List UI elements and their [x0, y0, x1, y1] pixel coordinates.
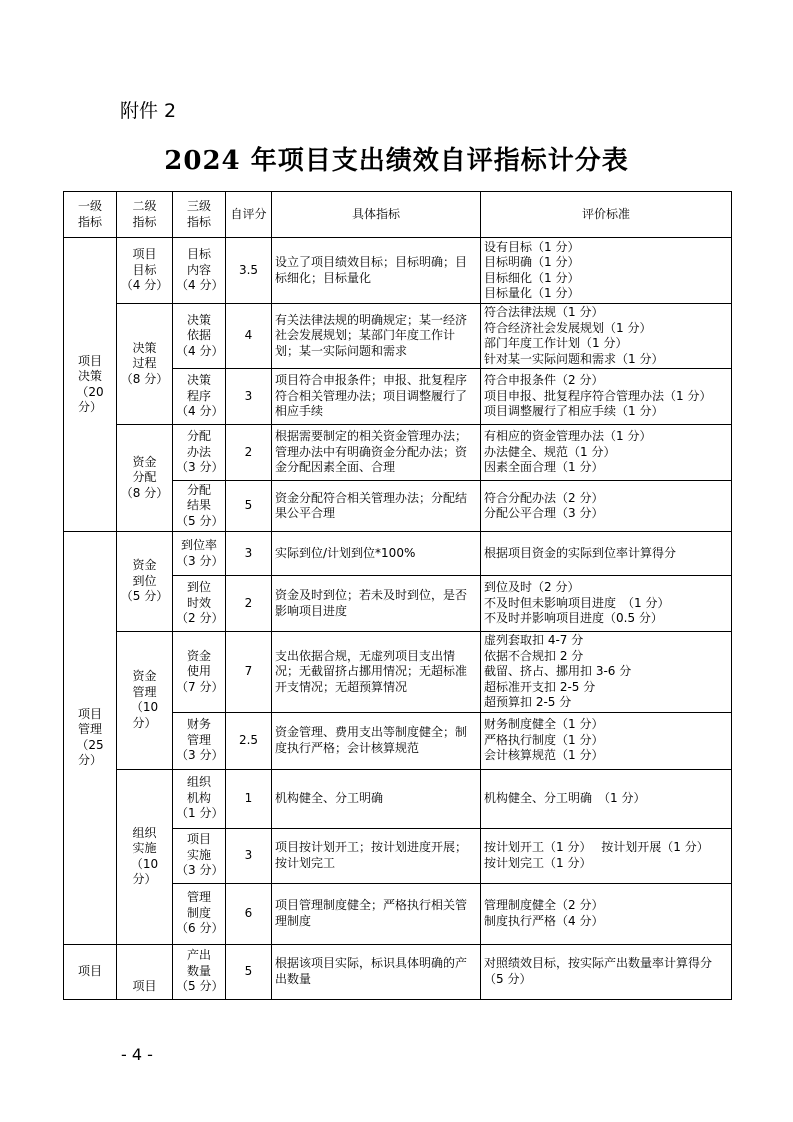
level3-text: 分配 办法 （3 分） [176, 429, 224, 475]
level3-cell [173, 304, 226, 369]
indicator-text: 根据该项目实际，标识具体明确的产出数量 [275, 956, 468, 986]
page-number: - 4 - [121, 1045, 153, 1064]
level3-text: 决策 依据 （4 分） [176, 312, 224, 358]
attachment-label: 附件 2 [120, 100, 177, 122]
criteria-text: 符合法律法规（1 分） 符合经济社会发展规划（1 分） 部门年度工作计划（1 分） 针对某一实际问题和需求（1 分） [484, 305, 664, 366]
indicator-text: 项目管理制度健全；严格执行相关管理制度 [275, 898, 468, 928]
level3-text: 产出 数量 （5 分） [176, 948, 224, 994]
score-cell [226, 632, 272, 713]
score-text: 3 [244, 847, 253, 862]
level3-cell [173, 481, 226, 532]
header-criteria-text: 评价标准 [581, 206, 630, 221]
indicator-cell [272, 532, 481, 576]
level3-text: 到位 时效 （2 分） [176, 580, 224, 626]
criteria-text: 按计划开工（1 分） 按计划开展（1 分） 按计划完工（1 分） [484, 840, 709, 870]
criteria-text: 虚列套取扣 4-7 分 依据不合规扣 2 分 截留、挤占、挪用扣 3-6 分 超标准开支扣 2-5 分 超预算扣 2-5 分 [484, 633, 632, 709]
header-level2-text: 二级 指标 [132, 199, 157, 229]
table-row [64, 944, 732, 999]
header-level1 [64, 192, 117, 238]
level3-cell [173, 576, 226, 632]
level3-cell [173, 944, 226, 999]
document-title: 2024 年项目支出绩效自评指标计分表 [164, 146, 629, 176]
level3-cell [173, 632, 226, 713]
indicator-cell [272, 425, 481, 481]
level3-text: 资金 使用 （7 分） [176, 648, 224, 694]
indicator-text: 资金管理、费用支出等制度健全；制度执行严格；会计核算规范 [275, 725, 468, 755]
criteria-cell [481, 532, 732, 576]
score-text: 2 [244, 595, 253, 610]
criteria-text: 符合申报条件（2 分） 项目申报、批复程序符合管理办法（1 分） 项目调整履行了相应手续（1 分） [484, 373, 712, 419]
level3-cell [173, 369, 226, 425]
header-score-text: 自评分 [230, 206, 267, 221]
indicator-text: 设立了项目绩效目标；目标明确；目标细化；目标量化 [275, 255, 468, 285]
score-text: 2.5 [238, 732, 259, 747]
level3-text: 到位率 （3 分） [176, 538, 224, 568]
score-cell [226, 769, 272, 828]
level2-cell [117, 532, 173, 632]
table-row [64, 304, 732, 369]
score-cell [226, 712, 272, 769]
level1-text: 项目 决策 （20 分） [76, 353, 104, 414]
header-level2 [117, 192, 173, 238]
level2-text: 资金 管理 （10 分） [130, 669, 159, 730]
score-text: 7 [244, 664, 253, 678]
level2-text: 项目 目标 （4 分） [120, 247, 169, 293]
level2-cell [117, 425, 173, 532]
level3-text: 分配 结果 （5 分） [176, 482, 224, 528]
indicator-text: 实际到位/计划到位*100% [275, 545, 416, 560]
score-text: 5 [244, 498, 253, 513]
criteria-cell [481, 883, 732, 944]
indicator-cell [272, 238, 481, 304]
criteria-text: 符合分配办法（2 分） 分配公平合理（3 分） [484, 490, 604, 520]
header-level3-text: 三级 指标 [186, 199, 211, 229]
level1-cell [64, 238, 117, 532]
criteria-cell [481, 481, 732, 532]
indicator-text: 项目按计划开工；按计划进度开展；按计划完工 [275, 840, 468, 870]
criteria-text: 根据项目资金的实际到位率计算得分 [484, 545, 677, 560]
criteria-cell [481, 238, 732, 304]
header-level3 [173, 192, 226, 238]
level3-cell [173, 883, 226, 944]
score-cell [226, 481, 272, 532]
indicator-cell [272, 632, 481, 713]
level2-cell [117, 632, 173, 770]
score-cell [226, 944, 272, 999]
indicator-cell [272, 481, 481, 532]
level3-cell [173, 712, 226, 769]
table-row [64, 425, 732, 481]
criteria-cell [481, 304, 732, 369]
score-cell [226, 828, 272, 883]
level3-cell [173, 532, 226, 576]
score-cell [226, 304, 272, 369]
header-score [226, 192, 272, 238]
indicator-cell [272, 304, 481, 369]
level3-cell [173, 828, 226, 883]
score-text: 1 [244, 790, 253, 805]
criteria-text: 设有目标（1 分） 目标明确（1 分） 目标细化（1 分） 目标量化（1 分） [484, 239, 580, 300]
level2-cell [117, 238, 173, 304]
level3-cell [173, 238, 226, 304]
level2-cell [117, 769, 173, 944]
level1-text: 项目 [77, 963, 102, 978]
score-text: 3.5 [238, 262, 259, 277]
level3-text: 组织 机构 （1 分） [176, 775, 224, 821]
indicator-text: 项目符合申报条件；申报、批复程序符合相关管理办法；项目调整履行了相应手续 [275, 373, 468, 419]
level3-text: 财务 管理 （3 分） [176, 717, 224, 763]
indicator-text: 有关法律法规的明确规定；某一经济社会发展规划；某部门年度工作计划；某一实际问题和需求 [275, 312, 468, 358]
score-text: 3 [244, 388, 253, 403]
criteria-cell [481, 828, 732, 883]
level2-text: 项目 [132, 979, 157, 993]
indicator-cell [272, 883, 481, 944]
indicator-cell [272, 828, 481, 883]
criteria-text: 到位及时（2 分） 不及时但未影响项目进度 （1 分） 不及时并影响项目进度（0.5 分） [484, 580, 670, 626]
indicator-text: 资金及时到位；若未及时到位，是否影响项目进度 [275, 588, 468, 618]
indicator-text: 机构健全、分工明确 [275, 790, 384, 805]
criteria-cell [481, 425, 732, 481]
level2-cell [117, 304, 173, 425]
score-cell [226, 238, 272, 304]
indicator-cell [272, 944, 481, 999]
criteria-cell [481, 632, 732, 713]
score-cell [226, 425, 272, 481]
level2-text: 资金 分配 （8 分） [120, 454, 169, 500]
level3-text: 项目 实施 （3 分） [176, 832, 224, 878]
table-row [64, 769, 732, 828]
table-row [64, 632, 732, 713]
indicator-text: 支出依据合规，无虚列项目支出情况；无截留挤占挪用情况；无超标准开支情况；无超预算情况 [275, 648, 468, 694]
level3-cell [173, 769, 226, 828]
score-cell [226, 883, 272, 944]
criteria-cell [481, 944, 732, 999]
header-indicator [272, 192, 481, 238]
score-text: 3 [244, 545, 253, 560]
level3-text: 目标 内容 （4 分） [176, 247, 224, 293]
indicator-cell [272, 769, 481, 828]
header-level1-text: 一级 指标 [77, 199, 102, 229]
level3-text: 管理 制度 （6 分） [176, 890, 224, 936]
criteria-text: 管理制度健全（2 分） 制度执行严格（4 分） [484, 898, 604, 928]
score-table [63, 191, 732, 1000]
table-header-row [64, 192, 732, 238]
level2-cell [117, 944, 173, 999]
header-criteria [481, 192, 732, 238]
table-row [64, 532, 732, 576]
criteria-cell [481, 576, 732, 632]
criteria-text: 财务制度健全（1 分） 严格执行制度（1 分） 会计核算规范（1 分） [484, 717, 604, 763]
level1-cell [64, 532, 117, 945]
level1-text: 项目 管理 （25 分） [76, 706, 104, 768]
criteria-cell [481, 369, 732, 425]
level3-text: 决策 程序 （4 分） [176, 373, 224, 419]
level1-cell [64, 944, 117, 999]
score-cell [226, 532, 272, 576]
table-row [64, 238, 732, 304]
criteria-cell [481, 769, 732, 828]
level2-text: 资金 到位 （5 分） [120, 558, 169, 604]
level3-cell [173, 425, 226, 481]
score-text: 5 [244, 963, 253, 978]
level2-text: 决策 过程 （8 分） [120, 340, 169, 386]
indicator-text: 资金分配符合相关管理办法；分配结果公平合理 [275, 490, 468, 520]
indicator-cell [272, 712, 481, 769]
criteria-cell [481, 712, 732, 769]
criteria-text: 机构健全、分工明确 （1 分） [484, 790, 646, 805]
score-cell [226, 369, 272, 425]
score-text: 4 [244, 328, 253, 343]
indicator-cell [272, 369, 481, 425]
score-text: 6 [244, 905, 253, 920]
score-text: 2 [244, 444, 253, 459]
indicator-text: 根据需要制定的相关资金管理办法；管理办法中有明确资金分配办法；资金分配因素全面、合理 [275, 429, 468, 475]
criteria-text: 有相应的资金管理办法（1 分） 办法健全、规范（1 分） 因素全面合理（1 分） [484, 429, 652, 475]
criteria-text: 对照绩效目标，按实际产出数量率计算得分（5 分） [484, 956, 713, 986]
score-cell [226, 576, 272, 632]
indicator-cell [272, 576, 481, 632]
header-indicator-text: 具体指标 [351, 206, 400, 221]
level2-text: 组织 实施 （10 分） [130, 825, 159, 886]
